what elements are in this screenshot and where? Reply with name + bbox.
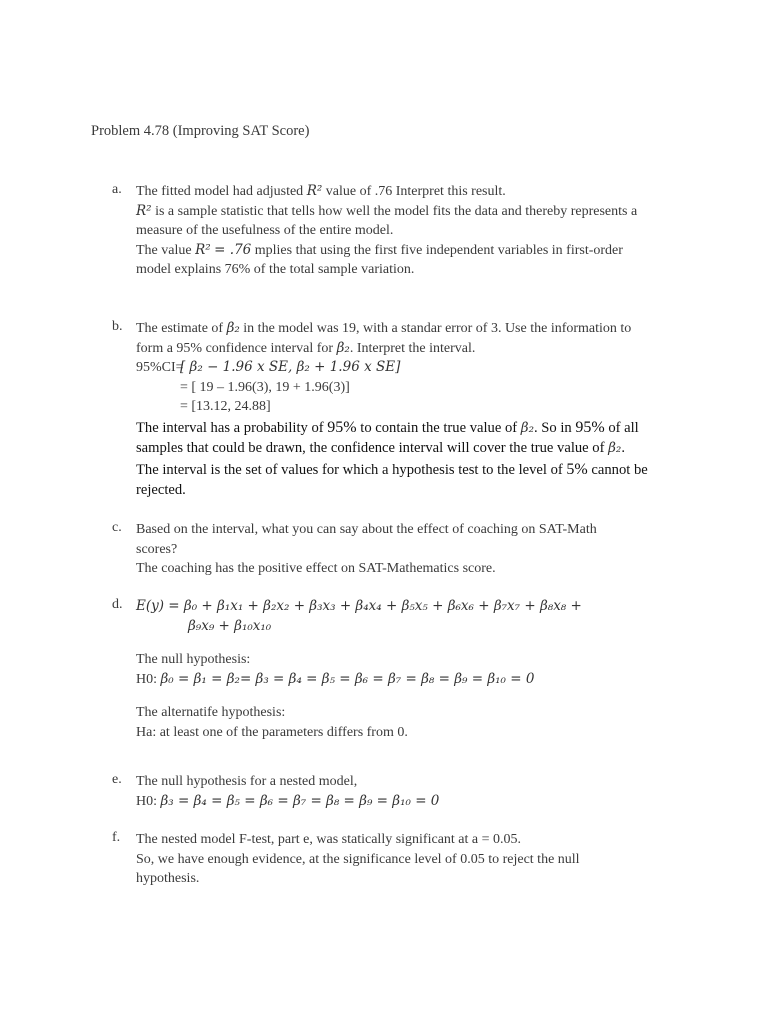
part-a-answer-line: is a sample statistic that tells how well the model fits the data and thereby represents a [155, 203, 638, 219]
part-a-answer-line: measure of the usefulness of the entire model. [136, 223, 394, 238]
document-page: Problem 4.78 (Improving SAT Score) a. The fitted model had adjusted R² value of .76 Interpret this result. R² is a sample statistic that tells how well the model fits the data and thereby represents a measure of the usefulness of the entire model. The value R² = .76 mplies that using the first five independent variables in first-order model explains 76% of the total sample variation. b. The estimate of β₂ in the model was 19, with a standar error of 3. Use the information to form a 95% confidence interval for β₂. Interpret the interval. 95%CI=[ β₂ − 1.96 x SE, β₂ + 1.96 x SE] = [ 19 – 1.96(3), 19 + 1.96(3)] = [13.12, 24.88] The interval has a probability of 95% to contain the true value of β₂. So in 95% of all samples that could be drawn, the confidence interval will cover the true value of β₂. The interval is the set of values for which a hypothesis test to the level of 5% cannot be rejected. c. Based on the interval, what you can say about the effect of coaching on SAT-Math scores? The coaching has the positive effect on SAT-Mathematics score. d. E(y) = β₀ + β₁x₁ + β₂x₂ + β₃x₃ + β₄x₄ + β₅x₅ + β₆x₆ + β₇x₇ + β₈x₈ + β₉x₉ + β₁₀x₁₀ The null hypothesis: H0: β₀ = β₁ = β₂= β₃ = β₄ = β₅ = β₆ = β₇ = β₈ = β₉ = β₁₀ = 0 The alternatife hypothesis: Ha: at least one of the parameters differs from 0. e. The null hypothesis for a nested model, H0: β₃ = β₄ = β₅ = β₆ = β₇ = β₈ = β₉ = β₁₀ = 0 f. The nested model F-test, part e, was statically significant at a = 0.05. So, we have enough evidence, at the significance level of 0.05 to reject the null hypothesis. [0, 0, 768, 1024]
part-b-question: form a 95% confidence interval for [136, 340, 334, 356]
part-c-answer: The coaching has the positive effect on SAT-Mathematics score. [136, 561, 496, 576]
beta-2-symbol: β₂ [336, 339, 350, 356]
beta-2-symbol: β₂ [608, 439, 622, 456]
part-a-answer-text: The value [136, 242, 192, 258]
percent-5: 5% [566, 460, 588, 478]
interpretation-text: of all [608, 419, 639, 436]
r-squared-value: = .76 [214, 241, 252, 258]
part-f-text: hypothesis. [136, 871, 200, 886]
problem-title: Problem 4.78 (Improving SAT Score) [91, 123, 310, 139]
part-c-question: Based on the interval, what you can say about the effect of coaching on SAT-Math [136, 522, 597, 537]
h0-prefix: H0: [136, 793, 157, 809]
part-a-answer-text: mplies that using the first five independent variables in first-order [254, 242, 623, 258]
percent-95: 95% [327, 418, 357, 436]
part-b-marker: b. [112, 319, 123, 334]
part-b-question-tail: . Interpret the interval. [349, 340, 476, 356]
part-c-marker: c. [112, 520, 122, 535]
interpretation-text: samples that could be drawn, the confidence interval will cover the true value of [136, 439, 605, 456]
part-a-marker: a. [112, 182, 122, 197]
ci-formula: [ β₂ − 1.96 x SE, β₂ + 1.96 x SE] [180, 359, 401, 375]
percent-95: 95% [575, 418, 605, 436]
h0-prefix: H0: [136, 671, 157, 687]
interpretation-text: . So in [533, 419, 572, 436]
alternative-hypothesis-label: The alternatife hypothesis: [136, 705, 286, 720]
part-b-question: The estimate of [136, 321, 224, 336]
part-a-question: The fitted model had adjusted [136, 184, 304, 199]
null-hypothesis-equation: β₀ = β₁ = β₂= β₃ = β₄ = β₅ = β₆ = β₇ = β₈ = β₉ = β₁₀ = 0 [160, 670, 535, 687]
beta-2-symbol: β₂ [520, 419, 534, 436]
interpretation-text: The interval has a probability of [136, 419, 324, 436]
model-equation: β₉x₉ + β₁₀x₁₀ [188, 617, 272, 634]
part-d-marker: d. [112, 597, 123, 612]
interpretation-text: cannot be [591, 461, 648, 478]
r-squared-symbol: R² [306, 183, 323, 199]
r-squared-symbol: R² [136, 202, 152, 219]
part-b-question-tail: in the model was 19, with a standar error of 3. Use the information to [243, 321, 632, 336]
part-c-question: scores? [136, 541, 178, 557]
part-f-marker: f. [112, 830, 121, 845]
r-squared-symbol: R² [195, 241, 211, 258]
null-hypothesis-label: The null hypothesis: [136, 652, 251, 667]
interpretation-text: rejected. [136, 481, 186, 498]
nested-null-equation: β₃ = β₄ = β₅ = β₆ = β₇ = β₈ = β₉ = β₁₀ = 0 [160, 792, 440, 809]
interpretation-text: The interval is the set of values for which a hypothesis test to the level of [136, 461, 563, 478]
part-f-text: So, we have enough evidence, at the significance level of 0.05 to reject the null [136, 851, 580, 867]
part-a-question-tail: value of .76 Interpret this result. [325, 184, 506, 199]
part-a-answer-line: model explains 76% of the total sample variation. [136, 262, 415, 277]
ci-substitution: = [ 19 – 1.96(3), 19 + 1.96(3)] [180, 379, 350, 395]
beta-2-symbol: β₂ [226, 320, 240, 336]
model-equation: E(y) = β₀ + β₁x₁ + β₂x₂ + β₃x₃ + β₄x₄ + β₅x₅ + β₆x₆ + β₇x₇ + β₈x₈ + [136, 598, 582, 614]
interpretation-text: to contain the true value of [360, 419, 518, 436]
part-e-marker: e. [112, 772, 122, 787]
ci-label: 95%CI= [136, 360, 184, 375]
part-f-text: The nested model F-test, part e, was statically significant at a = 0.05. [136, 832, 522, 847]
alternative-hypothesis: Ha: at least one of the parameters differs from 0. [136, 724, 408, 740]
part-e-text: The null hypothesis for a nested model, [136, 774, 358, 789]
ci-result: = [13.12, 24.88] [180, 399, 271, 414]
